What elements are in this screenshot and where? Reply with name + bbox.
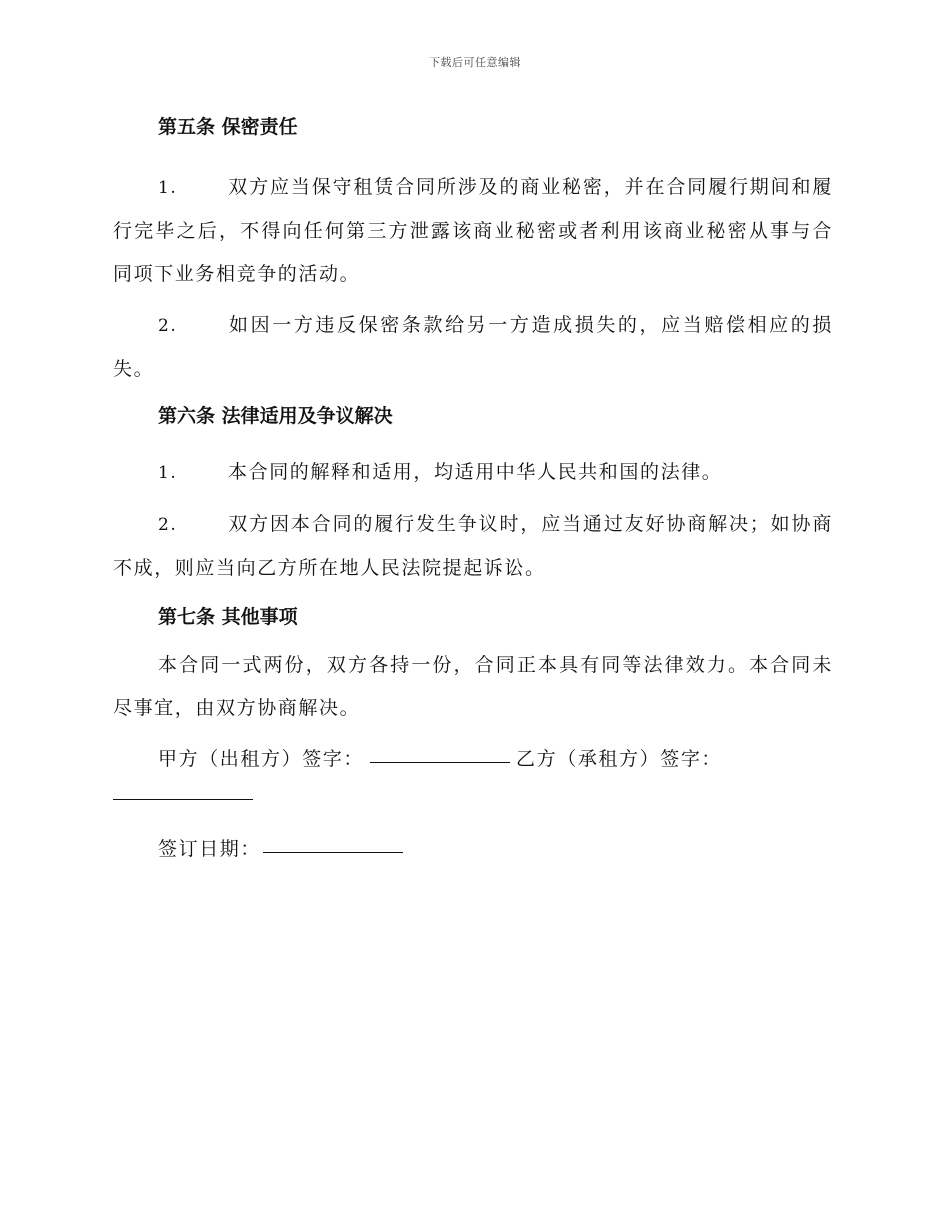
- article5-title: 第五条 保密责任: [158, 116, 298, 138]
- article6-item-1-num: 1.: [158, 463, 178, 483]
- article5-item-1-text: 双方应当保守租赁合同所涉及的商业秘密，并在合同履行期间和履行完毕之后，不得向任何第三方泄露该商业秘密或者利用该商业秘密从事与合同项下业务相竞争的活动。: [113, 176, 833, 285]
- article7-title: 第七条 其他事项: [158, 606, 298, 628]
- article6-title: 第六条 法律适用及争议解决: [158, 405, 393, 427]
- party-b-signature-label: 乙方（承租方）签字：: [516, 748, 723, 770]
- sign-date-line: [113, 828, 833, 871]
- article6-item-1: [113, 451, 833, 495]
- signature-line: [113, 738, 833, 781]
- article6-item-2-num: 2.: [158, 515, 178, 535]
- article6-item-2: [113, 503, 833, 590]
- sign-date-label: 签订日期：: [158, 838, 262, 860]
- document-body: [113, 112, 833, 871]
- article5-item-2: [113, 304, 833, 391]
- party-b-signature-blank[interactable]: [113, 781, 253, 800]
- party-a-signature-label: 甲方（出租方）签字：: [158, 748, 365, 770]
- page-header-note: 下载后可任意编辑: [429, 56, 521, 69]
- article5-item-1: [113, 166, 833, 296]
- party-a-signature-blank[interactable]: [370, 761, 510, 763]
- article5-item-2-text: 如因一方违反保密条款给另一方造成损失的，应当赔偿相应的损失。: [113, 314, 833, 380]
- article6-item-2-text: 双方因本合同的履行发生争议时，应当通过友好协商解决；如协商不成，则应当向乙方所在地人民法院提起诉讼。: [113, 513, 833, 579]
- article5-item-1-num: 1.: [158, 178, 178, 198]
- sign-date-blank[interactable]: [263, 851, 403, 853]
- article7-text: 本合同一式两份，双方各持一份，合同正本具有同等法律效力。本合同未尽事宜，由双方协商解决。: [113, 654, 833, 719]
- article6-item-1-text: 本合同的解释和适用，均适用中华人民共和国的法律。: [228, 461, 723, 483]
- article5-item-2-num: 2.: [158, 316, 178, 336]
